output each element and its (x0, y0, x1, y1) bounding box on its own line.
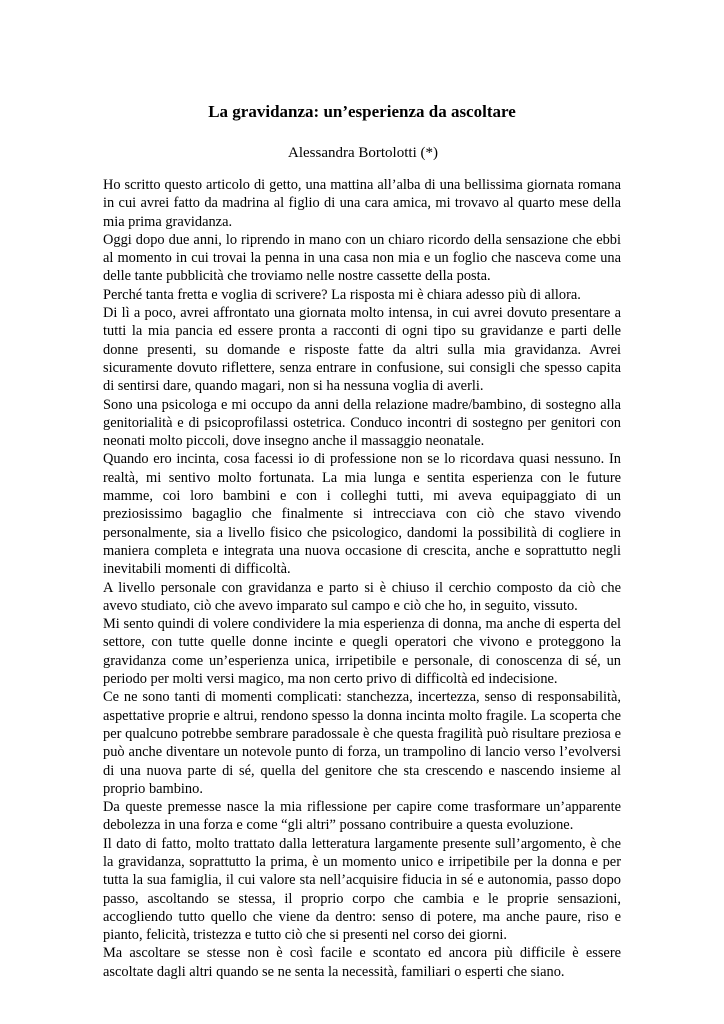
body-paragraph: Oggi dopo due anni, lo riprendo in mano con un chiaro ricordo della sensazione che ebbi al momento in cui trovai la penna in una casa non mia e un foglio che nasceva come una delle tante pubblicità che troviamo nelle nostre cassette della posta. (103, 231, 621, 285)
body-paragraph: Ma ascoltare se stesse non è così facile e scontato ed ancora più difficile è essere ascoltate dagli altri quando se ne senta la necessità, familiari o esperti che siano. (103, 945, 621, 980)
body-paragraph: A livello personale con gravidanza e parto si è chiuso il cerchio composto da ciò che avevo studiato, ciò che avevo imparato sul campo e ciò che ho, in seguito, vissuto. (103, 579, 621, 614)
document-author: Alessandra Bortolotti (*) (288, 145, 438, 161)
body-paragraph: Il dato di fatto, molto trattato dalla letteratura largamente presente sull’argomento, è che la gravidanza, soprattutto la prima, è un momento unico e irripetibile per la donna e per tutta la sua famiglia, il cui valore sta nell’acquisire fiducia in sé e autonomia, passo dopo passo, ascoltando se stessa, il proprio corpo che cambia e le proprie sensazioni, accogliendo tutto quello che viene da dentro: senso di potere, ma anche paure, riso e pianto, felicità, tristezza e tutto ciò che si presenti nel corso dei giorni. (103, 835, 621, 944)
body-paragraph: Mi sento quindi di volere condividere la mia esperienza di donna, ma anche di esperta del settore, con tutte quelle donne incinte e quegli operatori che vivono e proteggono la gravidanza come un’esperienza unica, irripetibile e personale, di conoscenza di sé, un periodo per molti versi magico, ma non certo privo di difficoltà ed indecisione. (103, 616, 621, 688)
body-paragraph: Ce ne sono tanti di momenti complicati: stanchezza, incertezza, senso di responsabilità, aspettative proprie e altrui, rendono spesso la donna incinta molto fragile. La scoperta che per qualcuno potrebbe sembrare paradossale è che questa fragilità può risultare preziosa e può anche diventare un notevole punto di forza, un trampolino di lancio verso l’evolversi di una nuova parte di sé, quella del genitore che sta crescendo e nascendo insieme al proprio bambino. (103, 689, 621, 797)
document-body (103, 176, 621, 981)
body-paragraph: Da queste premesse nasce la mia riflessione per capire come trasformare un’apparente debolezza in una forza e come “gli altri” possano contribuire a questa evoluzione. (103, 799, 621, 834)
body-paragraph: Ho scritto questo articolo di getto, una mattina all’alba di una bellissima giornata romana in cui avrei fatto da madrina al figlio di una cara amica, mi trovavo al quarto mese della mia prima gravidanza. (103, 177, 621, 230)
document-title: La gravidanza: un’esperienza da ascoltare (208, 102, 516, 121)
body-paragraph: Sono una psicologa e mi occupo da anni della relazione madre/bambino, di sostegno alla genitorialità e di psicoprofilassi ostetrica. Conduco incontri di sostegno per genitori con neonati molto piccoli, dove insegno anche il massaggio neonatale. (103, 396, 621, 450)
body-paragraph: Perché tanta fretta e voglia di scrivere? La risposta mi è chiara adesso più di allora. (103, 286, 581, 303)
body-paragraph: Di lì a poco, avrei affrontato una giornata molto intensa, in cui avrei dovuto presentare a tutti la mia pancia ed essere pronta a racconti di ogni tipo su gravidanze e parti delle donne presenti, su domande e risposte fatte da altri sulla mia gravidanza. Avrei sicuramente dovuto riflettere, senza entrare in confusione, sui consigli che spesso capita di sentirsi dare, quando magari, non si ha nessuna voglia di averli. (103, 305, 621, 395)
body-paragraph: Quando ero incinta, cosa facessi io di professione non se lo ricordava quasi nessuno. In realtà, mi sentivo molto fortunata. La mia lunga e sentita esperienza con le future mamme, coi loro bambini e con i colleghi tutti, mi aveva equipaggiato di un preziosissimo bagaglio che finalmente si intrecciava con ciò che stavo vivendo personalmente, sia a livello fisico che psicologico, dandomi la possibilità di cogliere in maniera completa e integrata una nuova occasione di crescita, anche e soprattutto negli inevitabili momenti di difficoltà. (103, 451, 621, 578)
